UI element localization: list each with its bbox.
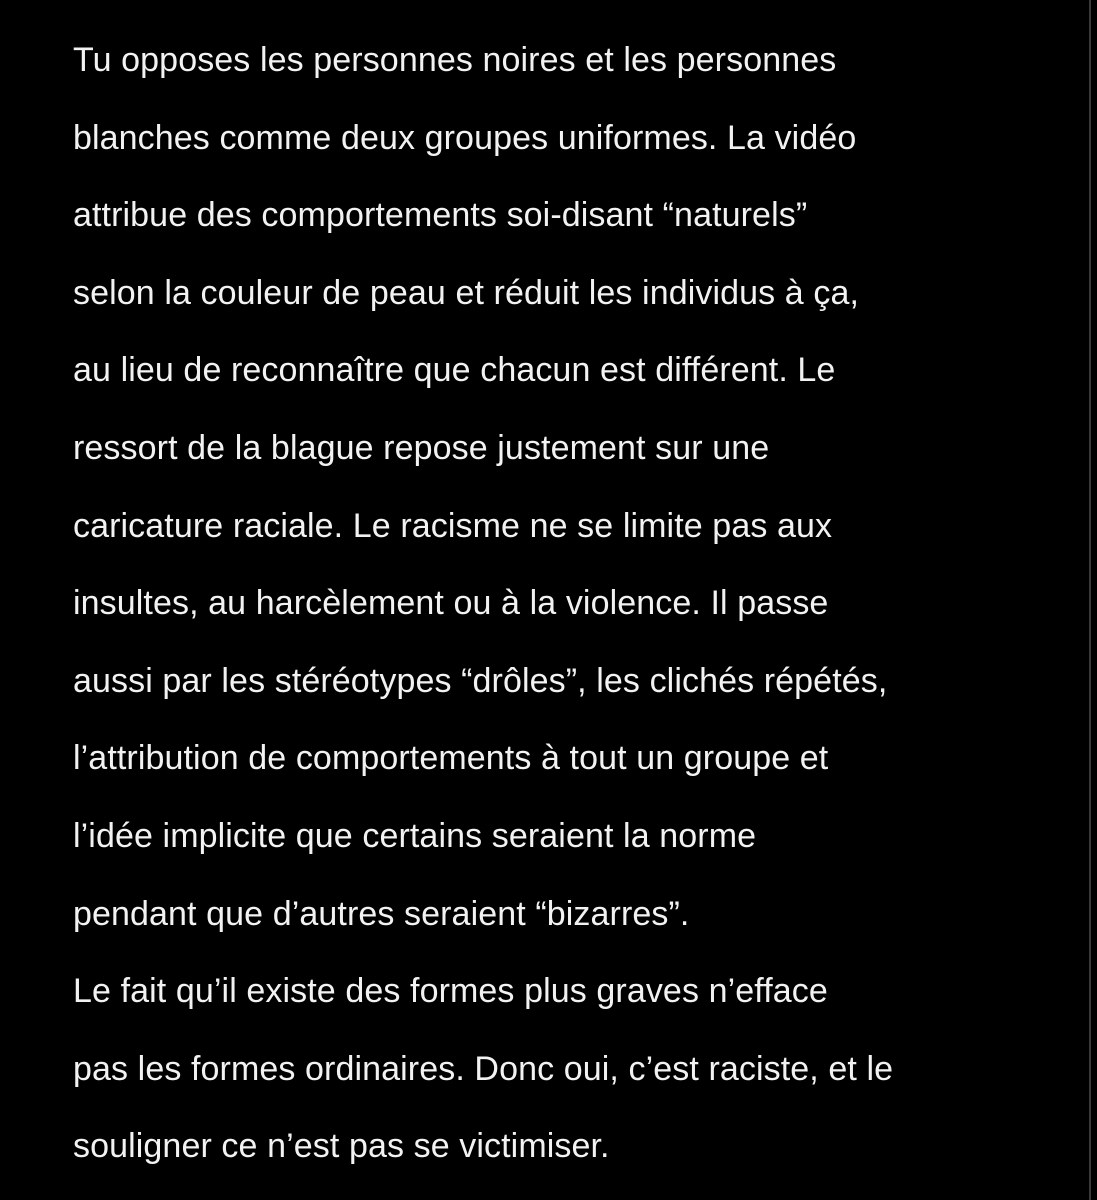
text-line: souligner ce n’est pas se victimiser. bbox=[73, 1127, 610, 1166]
text-line: pendant que d’autres seraient “bizarres”. bbox=[73, 894, 690, 933]
text-line: l’idée implicite que certains seraient la norme bbox=[73, 816, 757, 855]
scroll-edge-divider bbox=[1089, 0, 1091, 1200]
text-line: pas les formes ordinaires. Donc oui, c’est raciste, et le bbox=[73, 1049, 894, 1088]
text-line: attribue des comportements soi-disant “naturels” bbox=[73, 196, 808, 235]
text-line: ressort de la blague repose justement sur une bbox=[73, 428, 770, 467]
note-text-body[interactable] bbox=[73, 22, 1073, 1186]
text-line: caricature raciale. Le racisme ne se limite pas aux bbox=[73, 506, 833, 545]
text-line: blanches comme deux groupes uniformes. La vidéo bbox=[73, 118, 857, 157]
text-line: Le fait qu’il existe des formes plus graves n’efface bbox=[73, 972, 828, 1011]
text-line: insultes, au harcèlement ou à la violence. Il passe bbox=[73, 584, 829, 623]
text-line: selon la couleur de peau et réduit les individus à ça, bbox=[73, 273, 860, 312]
text-line: l’attribution de comportements à tout un groupe et bbox=[73, 739, 829, 778]
text-line: au lieu de reconnaître que chacun est différent. Le bbox=[73, 351, 836, 390]
text-line: Tu opposes les personnes noires et les personnes bbox=[73, 41, 837, 79]
text-line: aussi par les stéréotypes “drôles”, les clichés répétés, bbox=[73, 661, 888, 700]
